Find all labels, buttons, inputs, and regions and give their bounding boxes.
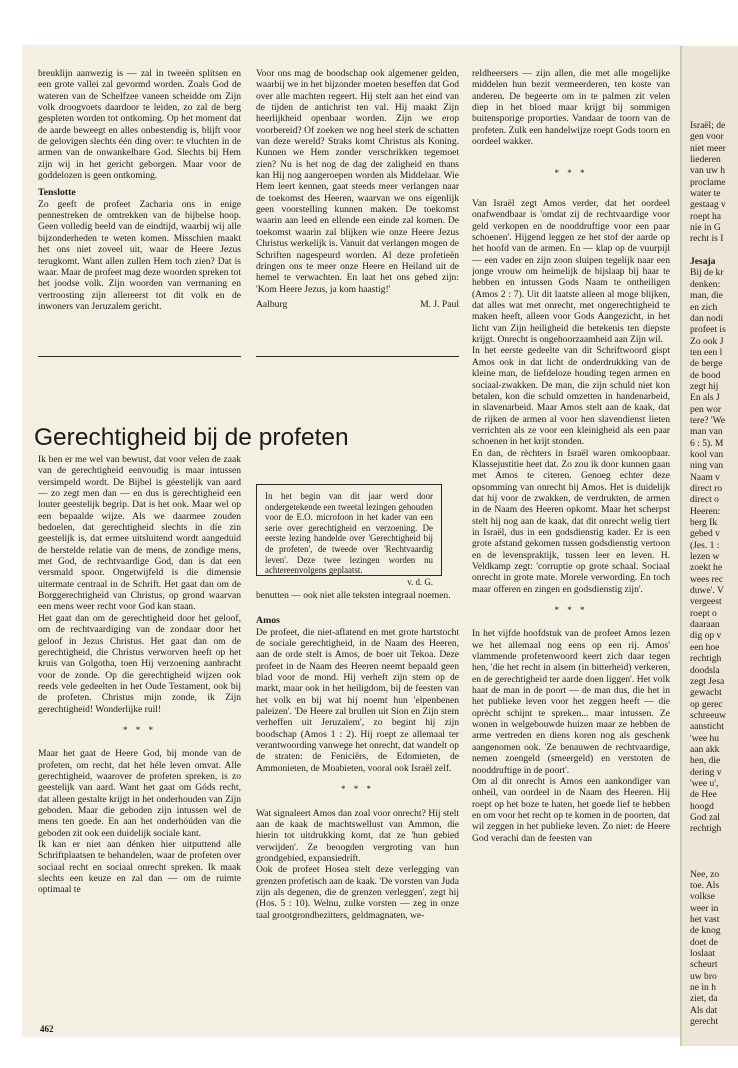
edge-text-line — [690, 857, 738, 868]
edge-text-line: volkse — [690, 891, 715, 903]
edge-text-line: een hoe — [690, 641, 720, 653]
column-end-rule — [38, 356, 241, 357]
edge-text-line: de Hee — [690, 789, 717, 801]
edge-text-line: het vast — [690, 914, 720, 926]
signature-place: Aalburg — [256, 298, 288, 310]
edge-text-line: gerecht — [690, 1016, 719, 1028]
edge-text-line: Als dat — [690, 1004, 718, 1016]
top-article-column-1 — [38, 68, 241, 364]
edge-text-line — [690, 846, 738, 857]
edge-text-line: berg Ik — [690, 517, 718, 529]
edge-text-line: man, die — [690, 290, 723, 302]
top-article-column-3 — [472, 68, 670, 164]
article-headline: Gerechtigheid bij de profeten — [34, 424, 349, 451]
edge-text-line — [690, 835, 738, 846]
edge-text-line: duwe'. V — [690, 585, 724, 597]
edge-text-line: dan nodi — [690, 312, 724, 324]
edge-text-line: ten een l — [690, 346, 723, 358]
edge-text-line: uw bro — [690, 970, 717, 982]
paragraph: De profeet, die niet-aflatend en met grote hartstocht de sociale gerechtigheid, in de Naam des Heeren, aan de orde stelt is Amos, de boer uit Tekoa. Deze profeet in de Naam des Heeren neemt bepaald geen blad voor de mond. Hij verheft zijn stem op de markt, maar ook in het heiligdom, bij de feesten van het volk en bij wat hij noemt hun 'elpenbenen paleizen'. 'De Heere zal brullen uit Sion en Zijn stem verheffen uit Jeruzalem', zo begint hij zijn boodschap (Amos 1 : 2). Hij roept ze allemaal ter verantwoording vanwege het onrecht, dat wandelt op de straten: de Feniciërs, de Edomieten, de Ammonieten, de Moabieten, vooral ook Israël zelf. — [256, 626, 459, 774]
edge-text-line: wees rec — [690, 573, 724, 585]
edge-text-line: aan akk — [690, 743, 720, 755]
edge-text-line: zoekt he — [690, 562, 723, 574]
paragraph: Ik ben er me wel van bewust, dat voor velen de zaak van de gerechtigheid eenvoudig is maar intussen versimpeld wordt. De Bijbel is géestelijk van aard — zo zegt men dan — en dus is gerechtigheid een louter geestelijk begrip. Dat is het ook. Maar wel op een bepaalde wijze. Als we daarmee zouden bedoelen, dat gerechtigheid slechts in díe zin geestelijk is, dat ermee uitsluitend wordt aangeduid de herstelde relatie van de mens, de zondige mens, met God, de rechtvaardige God, dan is dat een versmald spoor. Ongetwijfeld is die dimensie uitermate centraal in de Schrift. Het gaat dan om de Borggerechtigheid van Christus, op grond waarvan een mens weer recht voor God kan staan. — [38, 454, 241, 613]
edge-text-line: weer in — [690, 902, 719, 914]
paragraph: Het gaat dan om de gerechtigheid door het geloof, om de rechtvaardiging van de zondaar door het geloof in Jezus Christus. Het gaat dan om de gerechtigheid, die Christus verworven heeft op het kruis van Golgotha, toen Hij verzoening aanbracht voor de zonde. Op die gerechtigheid wijzen ook reeds vele gedeelten in het Oude Testament, ook bij de profeten. Christus mijn zonde, ik Zijn gerechtigheid! Wonderlijke ruil! — [38, 612, 241, 715]
edge-text-line: dig op v — [690, 630, 722, 642]
intro-box-author: v. d. G. — [407, 576, 433, 587]
edge-text-line: water te — [690, 188, 721, 200]
edge-text-line: 'wee u', — [690, 777, 719, 789]
edge-text-line: Israël; de — [690, 120, 726, 131]
edge-text-line: Naam v — [690, 471, 720, 483]
next-page-text-fragments — [690, 120, 738, 1028]
edge-text-line: man van — [690, 426, 723, 438]
column-end-rule — [256, 356, 459, 357]
edge-text-line: God zal — [690, 811, 720, 823]
paragraph: Voor ons mag de boodschap ook algemener gelden, waarbij we in het bijzonder moeten beseffen dat God over alle machten regeert. Hij stelt aan het eind van de tijden de antichrist ten val. Hij maakt Zijn heerlijkheid openbaar worden. Zijn we erop voorbereid? Of zoeken we nog heel sterk de schatten van deze wereld? Straks komt Christus als Koning. Kunnen we Hem zonder verschrikken tegemoet zien? Nu is het nog de dag der zaligheid en thans kan Hij nog aangeroepen worden als Middelaar. Wie Hem leert kennen, gaat steeds meer verlangen naar de toekomst des Heeren, waarvan we ons eigenlijk geen voorstelling kunnen maken. De toekomst waarin aan leed en ellende een einde zal komen. De toekomst waarin zal blijken wie onze Heere Jezus Christus werkelijk is. Vanuit dat verlangen mogen de Schriften nagespeurd worden. Al deze profetieën dringen ons te meer onze Heere en Heiland uit de hemel te verwachten. En laat het ons gebed zijn: 'Kom Heere Jezus, ja kom haastig!' — [256, 68, 459, 295]
paragraph: Zo geeft de profeet Zacharia ons in enige pennestreken de omtrekken van de bijbelse hoop. Geen volledig beeld van de eindtijd, waarbij wij alle bijzonderheden te weten komen. Misschien maakt het ons niet zoveel uit, waar de Heere Jezus terugkomt. Want allen zullen Hem toch zien? Dat is waar. Maar de profeet mag deze woorden spreken tot het joodse volk. Zijn woorden van vermaning en vertroosting zijn allereerst tot dit volk en de inwoners van Jeruzalem gericht. — [38, 198, 241, 312]
section-divider-stars: * * * — [123, 724, 156, 735]
edge-text-line: profeet is — [690, 324, 726, 336]
paragraph: benutten — ook niet alle teksten integraal noemen. — [256, 590, 451, 601]
edge-text-line: kool van — [690, 448, 724, 460]
edge-text-line: doodsla — [690, 664, 720, 676]
edge-text-line: de bood — [690, 369, 721, 381]
edge-text-line: Bij de kr — [690, 267, 724, 279]
edge-text-line: de berge — [690, 358, 723, 370]
edge-text-line: recht is I — [690, 233, 724, 245]
paragraph: breuklijn aanwezig is — zal in tweeën splitsen en een grote vallei zal gevormd worden. Zoals God de wateren van de Schelfzee vaneen scheidde om Zijn volk droogvoets daardoor te leiden, zo zal de berg gespleten worden tot ontkoming. Op het moment dat de aarde beweegt en alles onbestendig is, blijft voor de gelovigen slechts één ding over: te vluchten in de armen van de onwankelbare God. Slechts bij Hem zijn wij in het gericht geborgen. Maar voor de goddelozen is geen ontkoming. — [38, 68, 241, 182]
edge-text-line: (Jes. 1 : — [690, 539, 720, 551]
edge-text-line — [690, 245, 738, 256]
edge-text-line: vergeest — [690, 596, 722, 608]
edge-text-line: loslaat — [690, 948, 715, 960]
edge-text-line: roept ha — [690, 210, 722, 222]
paragraph: Van Israël zegt Amos verder, dat het oordeel onafwendbaar is 'omdat zij de rechtvaardige voor geld verkopen en de nooddruftige voor een paar schoenen'. Hijgend leggen ze het stof der aarde op het hoofd van de armen. En — klap op de vuurpijl — een vader en zijn zoon sluipen tegelijk naar een jonge vrouw om heimelijk de bijslaap bij haar te hebben en intussen Gods Naam te ontheiligen (Amos 2 : 7). Uit dit laatste alleen al moge blijken, dat alles wat met onrecht, met ongerechtigheid te maken heeft, alleen voor Gods Aangezicht, in het licht van Zijn heiligheid die betekenis ten diepste krijgt. Onrecht is ongehoorzaamheid aan Zijn wil. — [472, 198, 670, 346]
edge-text-line: gebed v — [690, 528, 720, 540]
section-divider-stars: * * * — [554, 168, 588, 178]
paragraph: En dan, de rèchters in Israël waren omkoopbaar. Klassejustitie heet dat. Zo zou ik door kunnen gaan met Amos te citeren. Genoeg echter deze opsomming van onrecht bij Amos. Het is duidelijk dat hij voor de zwakken, de verdrukten, de armen in de Naam des Heeren opkomt. Maar het scherpst stelt hij nog aan de kaak, dat dit onrecht welig tiert in Israël, dus in een godsdienstig kader. Er is een grote afstand gekomen tussen godsdienstig vertoon en de levenspraktijk, tussen leer en leven. H. Veldkamp zegt: 'corruptie op grote schaal. Sociaal onrecht in grote mate. Morele verwording. En toch maar offeren en zingen en godsdienstig zijn'. — [472, 447, 670, 595]
edge-text-line: zegt hij — [690, 380, 719, 392]
edge-text-line: daaraan — [690, 619, 720, 631]
main-article-column-2 — [256, 590, 459, 1014]
edge-text-line: direct o — [690, 494, 719, 506]
edge-text-line: denken: — [690, 278, 721, 290]
subheading-amos: Amos — [256, 615, 280, 627]
edge-text-line: rechtigh — [690, 823, 722, 835]
edge-text-line: Nee, zo — [690, 868, 720, 880]
edge-text-line: op gerec — [690, 698, 723, 710]
edge-text-line: aansticht — [690, 721, 724, 733]
edge-text-line: hoogd — [690, 800, 714, 812]
edge-text-line: roept o — [690, 607, 717, 619]
edge-text-line: hen, die — [690, 755, 721, 767]
edge-text-line: zegt Jesa — [690, 675, 725, 687]
edge-text-line: niet meer — [690, 142, 726, 154]
paragraph: In het vijfde hoofdstuk van de profeet Amos lezen we het allemaal nog eens op een rij. Amos' vlammende profetenwoord keert zich daar tegen hen, 'die het recht in alsem (in bitterheid) verkeren, en de gerechtigheid ter aarde doen liggen'. Het volk haat de man in de poort — de man dus, die het in het publieke leven voor het zeggen heeft — die oprècht schijnt te spreken... maar intussen. Ze wonen in welgebouwde huizen maar ze hebben de arme vertreden en diens koren nog als geschenk aangenomen ook. 'Ze benauwen de rechtvaardige, nemen zoengeld (smeergeld) en verstoten de nooddruftige in de poort'. — [472, 628, 670, 776]
edge-text-line: ziet, da — [690, 993, 718, 1005]
edge-text-line: direct ro — [690, 483, 723, 494]
paragraph: In het eerste gedeelte van dit Schriftwoord gispt Amos ook in dat licht de onderdrukking van de kleine man, de liefdeloze houding tegen armen en sociaal-zwakken. De man, die zijn schuld niet kon betalen, kon die schuld omzetten in handenarbeid, in slavenarbeid. Maar Amos stelt aan de kaak, dat de rijken de armen al voor hen slavendienst lieten verrichten als ze voor een kleinigheid als een paar schoenen in het krijt stonden. — [472, 345, 670, 448]
page-number: 462 — [40, 1024, 54, 1034]
paragraph: reldheersers — zijn allen, die met alle mogelijke middelen hun bezit vermeerderen, ten koste van anderen. De begeerte om in te palmen zit velen diep in het bloed maar krijgt bij sommigen buitensporige proporties. Vandaar de toorn van de profeten. Zulk een handelwijze roept Gods toorn en oordeel wakker. — [472, 68, 670, 148]
signature-line — [256, 299, 459, 310]
paragraph: Ik kan er niet aan dénken hier uitputtend alle Schriftplaatsen te behandelen, waar de profeten over sociaal recht en sociaal onrecht spreken. Ik maak slechts een keuze en zal dan — om de ruimte optimaal te — [38, 839, 241, 896]
edge-text-line: gewacht — [690, 687, 722, 699]
edge-text-line: liederen — [690, 154, 721, 166]
intro-box-text: In het begin van dit jaar werd door ondergetekende een tweetal lezingen gehouden voor de E.O. microfoon in het kader van een serie over gerechtigheid en verzoening. De eerste lezing handelde over 'Gerechtigheid bij de profeten', de tweede over 'Rechtvaardig leven'. Deze twee lezingen worden nu achtereenvolgens geplaatst. — [265, 491, 433, 576]
edge-text-line: pen wor — [690, 403, 722, 415]
edge-text-line: scheurt — [690, 959, 718, 971]
edge-text-line: Jesaja — [690, 256, 716, 268]
paragraph: Wat signaleert Amos dan zoal voor onrecht? Hij stelt aan de kaak de machtswellust van Ammon, die hierin tot uitdrukking komt, dat ze 'hun gebied verwijden'. Ze beoogden vergroting van hun grondgebied, expansiedrift. — [256, 807, 459, 864]
edge-text-line: gen voor — [690, 131, 724, 143]
edge-text-line: 6 : 5). M — [690, 437, 724, 449]
edge-text-line: ning van — [690, 460, 724, 472]
edge-text-line: gestaag v — [690, 199, 726, 211]
main-article-column-1 — [38, 454, 241, 1014]
edge-text-line: proclame — [690, 176, 726, 188]
paragraph: Ook de profeet Hosea stelt deze verlegging van grenzen profetisch aan de kaak. 'De vorsten van Juda zijn als degenen, die de grenzen verleggen', zegt hij (Hos. 5 : 10). Welnu, zulke vorsten — zeg in onze taal grootgrondbezitters, geldmagnaten, we- — [256, 864, 459, 921]
signature-author: M. J. Paul — [420, 298, 459, 310]
section-divider-stars: * * * — [554, 605, 588, 616]
section-divider-stars: * * * — [341, 784, 374, 795]
next-page-edge — [682, 46, 738, 1046]
edge-text-line: toe. Als — [690, 880, 720, 892]
edge-text-line: 'wee hu — [690, 732, 720, 744]
edge-text-line: en zich — [690, 301, 718, 313]
paragraph: Maar het gaat de Heere God, bij monde van de profeten, om recht, dat het héle leven omvat. Alle gerechtigheid, waarover de profeten spreken, is zo geestelijk van aard. Want het gaat om Góds recht, dat alleen gestalte krijgt in het onderhouden van Zijn geboden. Maar die geboden zijn intussen wel de mens ten goede. En aan het onderhóúden van die geboden zit ook een duidelijk sociale kant. — [38, 748, 241, 839]
subheading-tenslotte: Tenslotte — [38, 187, 76, 199]
top-article-column-2 — [256, 68, 459, 366]
edge-text-line: nie in G — [690, 222, 721, 234]
paragraph: Om al dit onrecht is Amos een aankondiger van onheil, van oordeel in de Naam des Heeren. Hij roept op het boze te haten, het goede lief te hebben en om voor het recht op te komen in de poorten, dat wil zeggen in het publieke leven. Zo niet: de Heere God verachi dan de feesten van — [472, 775, 670, 844]
edge-text-line: Heeren: — [690, 505, 721, 517]
main-article-column-3 — [472, 198, 670, 1014]
edge-text-line: dering v — [690, 766, 722, 778]
edge-text-line: van uw h — [690, 165, 725, 177]
intro-box — [256, 484, 442, 587]
edge-text-line: lezen w — [690, 551, 720, 563]
edge-text-line: schreeuw — [690, 709, 727, 721]
edge-text-line: ne in h — [690, 982, 716, 994]
edge-text-line: de knog — [690, 925, 721, 937]
edge-text-line: En als J — [690, 392, 720, 404]
edge-text-line: tere? 'We — [690, 414, 726, 426]
edge-text-line: rechtigh — [690, 653, 722, 665]
edge-text-line: doet de — [690, 936, 718, 948]
edge-text-line: Zo ook J — [690, 335, 724, 347]
